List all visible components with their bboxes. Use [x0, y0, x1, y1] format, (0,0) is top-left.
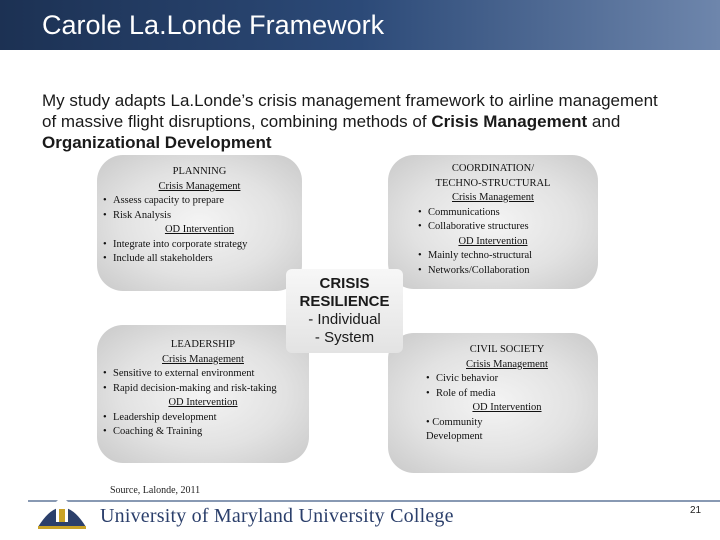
list-item: • Sensitive to external environment [103, 367, 303, 382]
slide-title: Carole La.Londe Framework [42, 10, 385, 40]
center-line2: RESILIENCE [299, 293, 390, 310]
list-item: • Mainly techno-structural [418, 249, 590, 264]
list-item: • Include all stakeholders [103, 252, 296, 267]
list-item: • Role of media [426, 387, 588, 402]
planning-od-list [103, 238, 296, 267]
coordination-cm-label: Crisis Management [452, 192, 534, 203]
coordination-cm-list [396, 206, 590, 235]
leadership-cm-list [103, 367, 303, 396]
center-line4: - System [314, 329, 375, 346]
civil-od-label: OD Intervention [472, 402, 542, 413]
intro-paragraph [42, 90, 662, 153]
source-citation: Source, Lalonde, 2011 [110, 485, 201, 496]
list-item: • Civic behavior [426, 372, 588, 387]
leadership-heading: LEADERSHIP [170, 339, 236, 350]
leadership-cm-label: Crisis Management [162, 353, 244, 365]
crisis-resilience-box [286, 269, 403, 353]
planning-cm-label: Crisis Management [158, 180, 241, 192]
planning-heading: PLANNING [172, 166, 227, 177]
list-item: • Coaching & Training [103, 425, 303, 440]
umuc-seal-icon [34, 494, 90, 530]
institution-logo-text: University of Maryland University College [100, 505, 454, 527]
civil-cm-list [426, 372, 588, 401]
civil-od-item-line1: • Community [426, 416, 483, 428]
leadership-od-label: OD Intervention [168, 397, 238, 408]
coordination-heading-line2: TECHNO-STRUCTURAL [435, 177, 551, 189]
list-item: • Assess capacity to prepare [103, 194, 296, 209]
list-item: • Collaborative structures [418, 220, 590, 235]
title-bar [0, 0, 720, 50]
civil-society-quadrant [388, 333, 598, 473]
intro-and: and [587, 112, 621, 131]
coordination-od-list [396, 249, 590, 278]
planning-cm-list [103, 194, 296, 223]
intro-bold-crisis-management: Crisis Management [431, 112, 588, 131]
coordination-od-label: OD Intervention [458, 235, 528, 247]
civil-cm-label: Crisis Management [466, 358, 548, 370]
coordination-quadrant [388, 155, 598, 289]
center-line3: - Individual [308, 311, 381, 328]
planning-quadrant [97, 155, 302, 291]
list-item: • Communications [418, 206, 590, 221]
planning-od-label: OD Intervention [164, 224, 235, 235]
list-item: • Integrate into corporate strategy [103, 238, 296, 253]
list-item: • Rapid decision-making and risk-taking [103, 382, 303, 397]
list-item: • Leadership development [103, 411, 303, 426]
list-item: • Networks/Collaboration [418, 264, 590, 279]
civil-heading: CIVIL SOCIETY [469, 344, 545, 355]
footer-divider [28, 500, 720, 502]
civil-od-item-line2: Development [426, 431, 483, 442]
list-item: • Risk Analysis [103, 209, 296, 224]
center-line1: CRISIS [319, 275, 370, 292]
page-number: 21 [690, 505, 702, 516]
intro-text: My study adapts La.Londe’s crisis management framework to airline management of massive flight disruptions, combining methods of [42, 91, 658, 131]
intro-bold-od: Organizational Development [42, 133, 272, 152]
coordination-heading-line1: COORDINATION/ [451, 163, 535, 174]
leadership-od-list [103, 411, 303, 440]
leadership-quadrant [97, 325, 309, 463]
